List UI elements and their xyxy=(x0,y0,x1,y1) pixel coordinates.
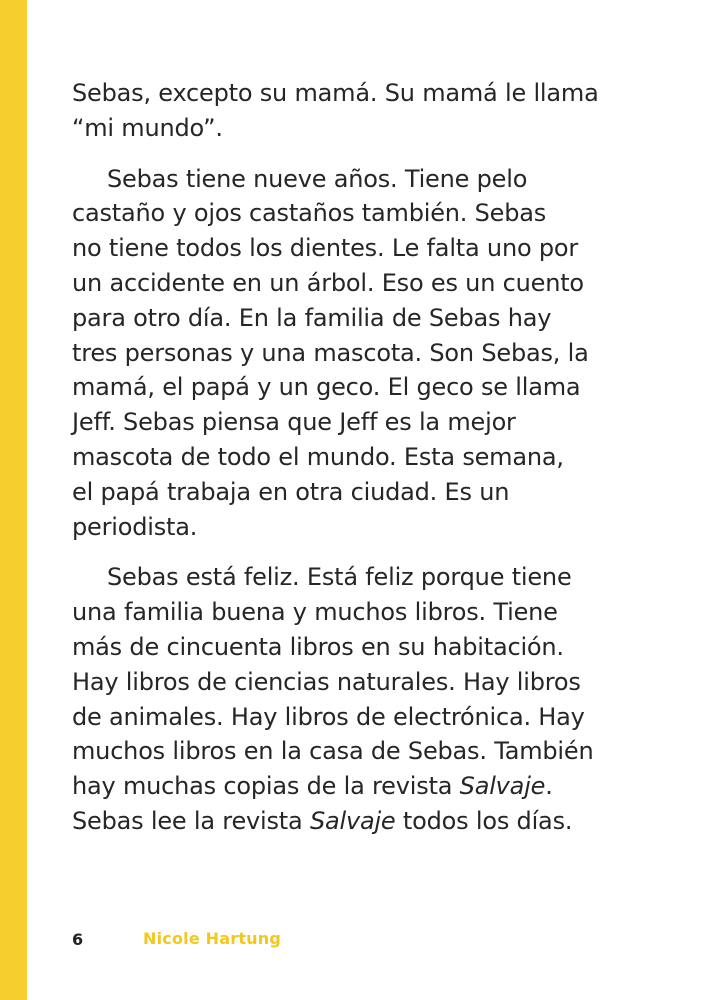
text-segment: mascota de todo el mundo. Esta semana, xyxy=(72,442,564,471)
text-line xyxy=(72,162,652,197)
text-segment: Sebas está feliz. Está feliz porque tiene xyxy=(107,563,572,592)
text-line xyxy=(72,475,652,510)
text-segment: Sebas, excepto su mamá. Su mamá le llama xyxy=(72,79,599,107)
text-line xyxy=(72,595,652,630)
text-segment: hay muchas copias de la revista xyxy=(72,772,460,801)
text-line xyxy=(72,769,652,804)
text-segment: . xyxy=(545,772,553,801)
text-segment: Jeff. Sebas piensa que Jeff es la mejor xyxy=(72,408,516,437)
text-segment: Sebas tiene nueve años. Tiene pelo xyxy=(107,164,528,193)
yellow-side-bar xyxy=(0,0,27,1000)
text-segment: de animales. Hay libros de electrónica. Hay xyxy=(72,702,585,731)
story-text xyxy=(72,76,652,839)
text-segment: periodista. xyxy=(72,512,198,541)
paragraph xyxy=(72,560,652,838)
text-line xyxy=(72,301,652,336)
text-line xyxy=(72,76,652,111)
text-line xyxy=(72,111,652,146)
text-segment: una familia buena y muchos libros. Tiene xyxy=(72,598,558,627)
text-segment: Hay libros de ciencias naturales. Hay libros xyxy=(72,667,581,696)
page-number: 6 xyxy=(72,930,84,949)
text-segment: castaño y ojos castaños también. Sebas xyxy=(72,199,547,228)
text-segment: tres personas y una mascota. Son Sebas, la xyxy=(72,338,589,367)
author-name: Nicole Hartung xyxy=(143,929,282,948)
text-line xyxy=(72,370,652,405)
text-line xyxy=(72,665,652,700)
text-segment: todos los días. xyxy=(395,806,573,835)
text-segment: para otro día. En la familia de Sebas hay xyxy=(72,303,552,332)
magazine-title: Salvaje xyxy=(459,772,546,801)
text-line xyxy=(72,804,652,839)
text-line xyxy=(72,510,652,545)
text-segment: muchos libros en la casa de Sebas. También xyxy=(72,737,594,766)
magazine-title: Salvaje xyxy=(309,806,396,835)
text-line xyxy=(72,231,652,266)
text-segment: “mi mundo”. xyxy=(72,113,223,142)
text-segment: el papá trabaja en otra ciudad. Es un xyxy=(72,477,510,506)
text-line xyxy=(72,700,652,735)
text-segment: un accidente en un árbol. Eso es un cuento xyxy=(72,268,584,297)
paragraph xyxy=(72,76,652,146)
text-line xyxy=(72,405,652,440)
text-line xyxy=(72,630,652,665)
text-line xyxy=(72,196,652,231)
text-line xyxy=(72,266,652,301)
text-segment: mamá, el papá y un geco. El geco se llama xyxy=(72,373,581,402)
text-line xyxy=(72,336,652,371)
text-line xyxy=(72,440,652,475)
text-segment: no tiene todos los dientes. Le falta uno por xyxy=(72,234,579,263)
text-segment: Sebas lee la revista xyxy=(72,806,310,835)
text-line xyxy=(72,560,652,595)
paragraph xyxy=(72,162,652,545)
text-segment: más de cincuenta libros en su habitación. xyxy=(72,632,564,661)
text-line xyxy=(72,734,652,769)
